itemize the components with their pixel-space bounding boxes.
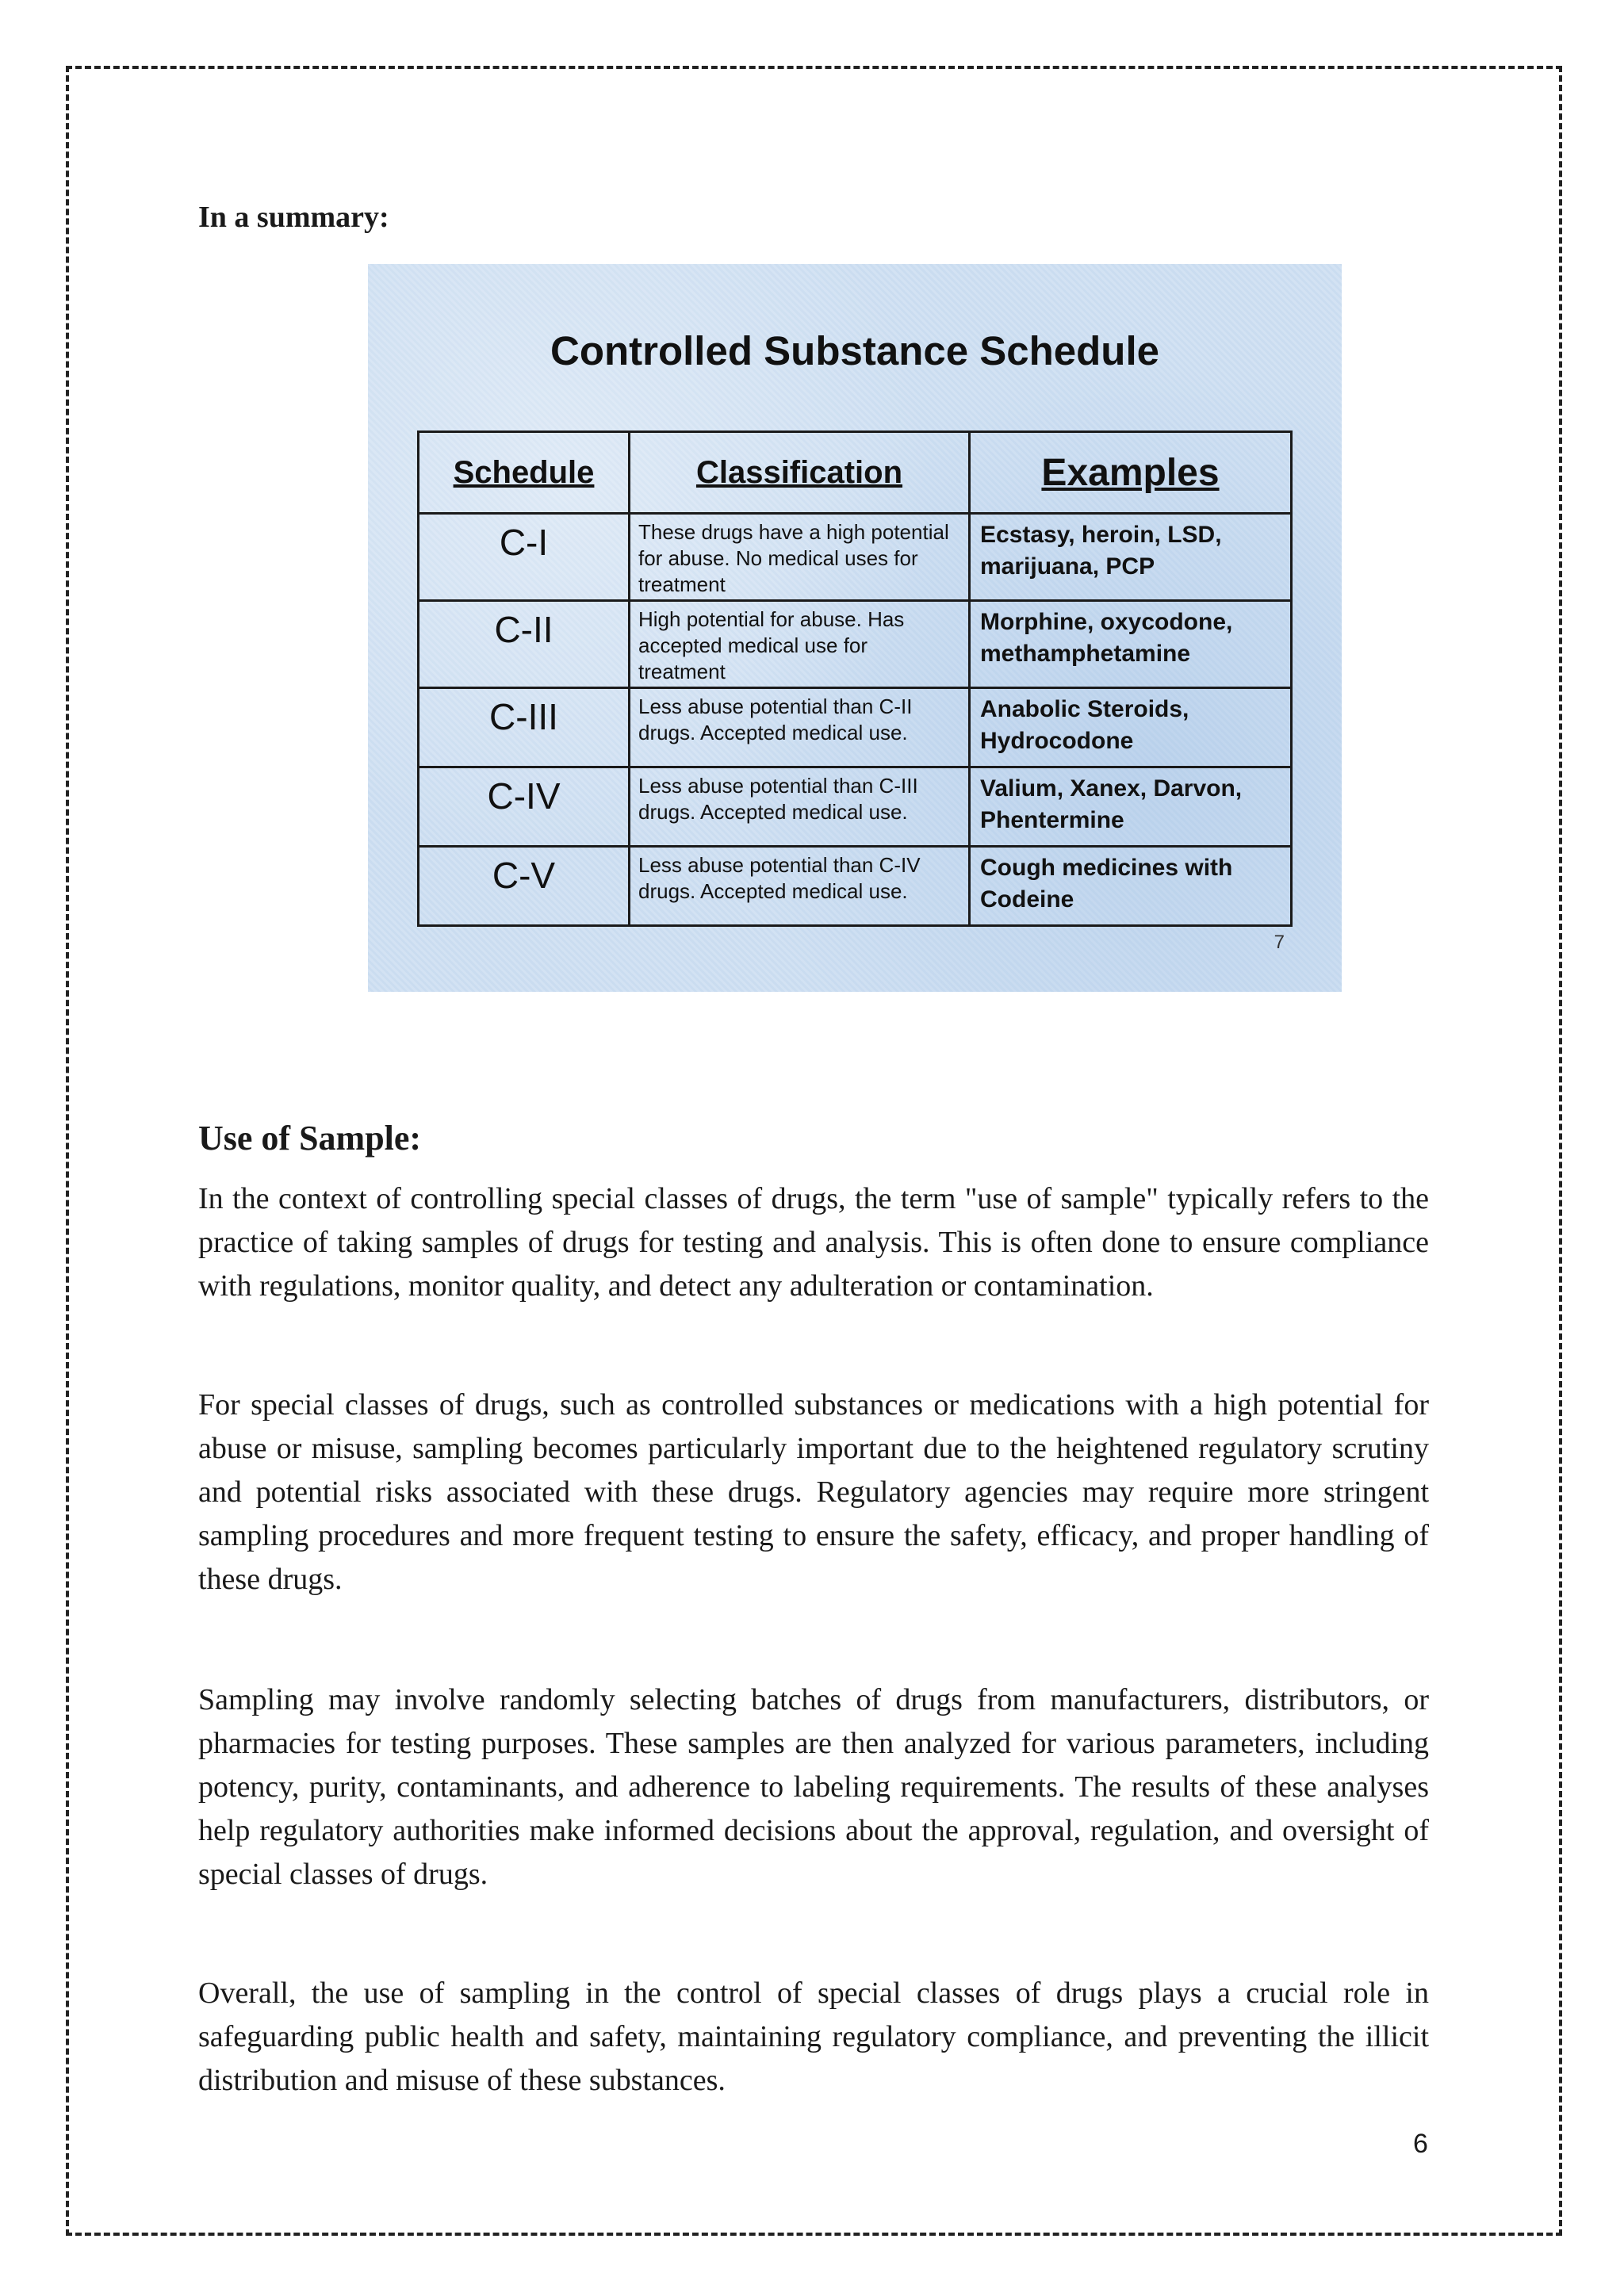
table-row	[419, 847, 1292, 926]
classification-cell: Less abuse potential than C-IV drugs. Accepted medical use.	[630, 847, 970, 926]
header-schedule: Schedule	[419, 432, 630, 514]
classification-cell: Less abuse potential than C-II drugs. Accepted medical use.	[630, 688, 970, 767]
table-row	[419, 514, 1292, 601]
summary-heading: In a summary:	[198, 201, 389, 234]
table-row	[419, 688, 1292, 767]
examples-cell: Morphine, oxycodone, methamphetamine	[970, 601, 1292, 688]
schedule-cell: C-V	[419, 847, 630, 926]
schedule-cell: C-II	[419, 601, 630, 688]
paragraph: In the context of controlling special classes of drugs, the term "use of sample" typically refers to the practice of taking samples of drugs for testing and analysis. This is often done to ensure compliance with regulations, monitor quality, and detect any adulteration or contamination.	[198, 1182, 1429, 1303]
classification-cell: These drugs have a high potential for abuse. No medical uses for treatment	[630, 514, 970, 601]
paragraph: For special classes of drugs, such as controlled substances or medications with a high potential for abuse or misuse, sampling becomes particularly important due to the heightened regulatory scrutiny and potential risks associated with these drugs. Regulatory agencies may require more stringent sampling procedures and more frequent testing to ensure the safety, efficacy, and proper handling of these drugs.	[198, 1388, 1429, 1596]
schedule-cell: C-IV	[419, 767, 630, 847]
section-heading: Use of Sample:	[198, 1119, 422, 1158]
table-row	[419, 767, 1292, 847]
slide-title: Controlled Substance Schedule	[550, 328, 1159, 373]
table-row	[419, 601, 1292, 688]
schedule-table	[417, 430, 1293, 927]
slide-number: 7	[1274, 932, 1285, 953]
classification-cell: Less abuse potential than C-III drugs. Accepted medical use.	[630, 767, 970, 847]
examples-cell: Cough medicines with Codeine	[970, 847, 1292, 926]
header-classification: Classification	[630, 432, 970, 514]
schedule-slide-image	[368, 264, 1342, 992]
examples-cell: Anabolic Steroids, Hydrocodone	[970, 688, 1292, 767]
header-examples: Examples	[970, 432, 1292, 514]
paragraph: Sampling may involve randomly selecting batches of drugs from manufacturers, distributors, or pharmacies for testing purposes. These samples are then analyzed for various parameters, including potency, purity, contaminants, and adherence to labeling requirements. The results of these analyses help regulatory authorities make informed decisions about the approval, regulation, and oversight of special classes of drugs.	[198, 1683, 1429, 1891]
table-header-row	[419, 432, 1292, 514]
page-number: 6	[1413, 2129, 1428, 2159]
classification-cell: High potential for abuse. Has accepted medical use for treatment	[630, 601, 970, 688]
examples-cell: Valium, Xanex, Darvon, Phentermine	[970, 767, 1292, 847]
schedule-cell: C-III	[419, 688, 630, 767]
examples-cell: Ecstasy, heroin, LSD, marijuana, PCP	[970, 514, 1292, 601]
paragraph: Overall, the use of sampling in the control of special classes of drugs plays a crucial role in safeguarding public health and safety, maintaining regulatory compliance, and preventing the illicit distribution and misuse of these substances.	[198, 1976, 1429, 2097]
schedule-cell: C-I	[419, 514, 630, 601]
